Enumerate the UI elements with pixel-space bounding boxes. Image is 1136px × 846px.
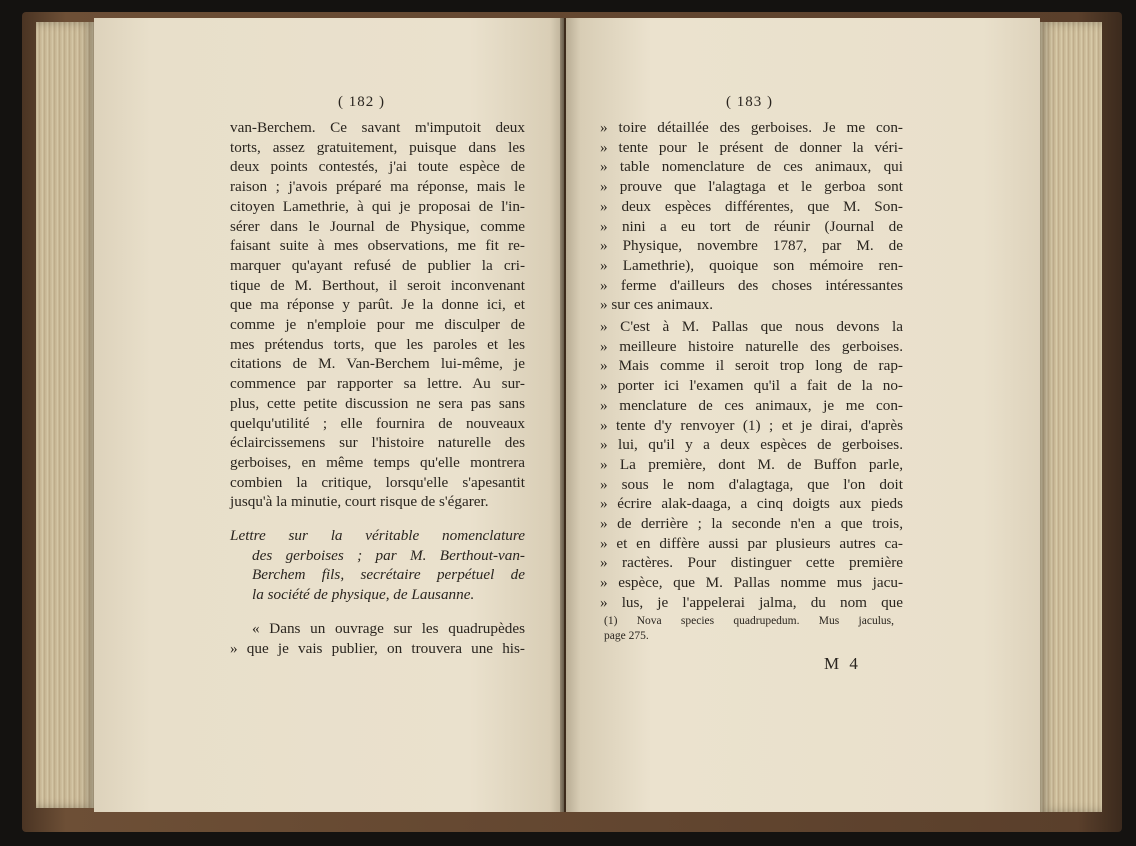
text-line: sérer dans le Journal de Physique, comme [230, 217, 525, 235]
right-paragraph-1 [600, 118, 903, 315]
text-line: » Lamethrie), quoique son mémoire ren- [600, 256, 903, 274]
text-line: » deux espèces différentes, que M. Son- [600, 197, 903, 215]
text-line: » écrire alak-daaga, a cinq doigts aux pieds [600, 495, 903, 513]
signature-mark: M 4 [824, 654, 861, 673]
left-paragraph-1 [230, 118, 525, 512]
text-line: » toire détaillée des gerboises. Je me con- [600, 119, 903, 136]
text-line: » ractères. Pour distinguer cette première [600, 554, 903, 572]
text-line: » Mais comme il seroit trop long de rap- [600, 357, 903, 375]
text-line: » table nomenclature de ces animaux, qui [600, 158, 903, 176]
text-line: » sous le nom d'alagtaga, que l'on doit [600, 475, 903, 493]
text-line: » que je vais publier, on trouvera une his- [230, 639, 525, 657]
text-line: citations de M. Van-Berchem lui-même, je [230, 355, 525, 373]
text-line: éclaircissemens sur l'histoire naturelle des [230, 434, 525, 452]
text-line: marquer qu'ayant refusé de publier la cri- [230, 256, 525, 274]
text-line: torts, assez gratuitement, puisque dans les [230, 138, 525, 156]
left-page [94, 18, 564, 812]
page-number-right: ( 183 ) [726, 94, 773, 110]
text-line: » de derrière ; la seconde n'en a que trois, [600, 515, 903, 533]
text-line: » prouve que l'alagtaga et le gerboa sont [600, 178, 903, 196]
text-line: » lus, je l'appelerai jalma, du nom que [600, 593, 903, 611]
text-line: Lettre sur la véritable nomenclature [230, 527, 525, 545]
text-line: jusqu'à la minutie, court risque de s'égarer. [230, 493, 489, 511]
text-line: que ma réponse y parût. Je la donne ici, et [230, 296, 525, 314]
text-line: gerboises, en même temps qu'elle montrera [230, 453, 525, 471]
text-line: » porter ici l'examen qu'il a fait de la no- [600, 377, 903, 395]
page-edges-left [36, 22, 94, 808]
text-line: combien la critique, lorsqu'elle s'apesantit [230, 473, 525, 491]
text-line: la société de physique, de Lausanne. [252, 586, 475, 604]
text-line: » tente d'y renvoyer (1) ; et je dirai, d'après [600, 416, 903, 434]
text-line: citoyen Lamethrie, à qui je proposai de l'in- [230, 197, 525, 215]
text-line: (1) Nova species quadrupedum. Mus jaculus, [604, 615, 894, 627]
right-page [566, 18, 1040, 812]
text-line: » et en diffère aussi par plusieurs autres ca- [600, 534, 903, 552]
footnote [604, 614, 894, 644]
text-line: » espèce, que M. Pallas nomme mus jacu- [600, 574, 903, 592]
text-line: » tente pour le présent de donner la véri- [600, 138, 903, 156]
text-line: » lui, qu'il y a deux espèces de gerboises. [600, 436, 903, 454]
text-line: » nini a eu tort de réunir (Journal de [600, 217, 903, 235]
text-line: « Dans un ouvrage sur les quadrupèdes [252, 619, 525, 637]
text-line: tique de M. Berthout, il seroit inconvenant [230, 276, 525, 294]
text-line: » Physique, novembre 1787, par M. de [600, 237, 903, 255]
text-line: » sur ces animaux. [600, 296, 714, 314]
text-line: page 275. [604, 630, 649, 642]
text-line: faisant suite à mes observations, me fit re- [230, 237, 525, 255]
page-edges-right [1040, 22, 1102, 812]
right-page-text [600, 118, 903, 613]
text-line: des gerboises ; par M. Berthout-van- [252, 546, 525, 564]
page-number-left: ( 182 ) [338, 94, 385, 110]
right-paragraph-2 [600, 317, 903, 613]
text-line: plus, cette petite discussion ne sera pas sans [230, 394, 525, 412]
text-line: commence par rapporter sa lettre. Au sur- [230, 375, 525, 393]
text-line: van-Berchem. Ce savant m'imputoit deux [230, 119, 525, 136]
text-line: » La première, dont M. de Buffon parle, [600, 455, 903, 473]
text-line: » C'est à M. Pallas que nous devons la [600, 318, 903, 336]
letter-opening [230, 619, 525, 658]
text-line: » menclature de ces animaux, je me con- [600, 396, 903, 414]
text-line: » ferme d'ailleurs des choses intéressantes [600, 276, 903, 294]
text-line: mes prétendus torts, que les paroles et les [230, 335, 525, 353]
text-line: quelqu'utilité ; elle fournira de nouveaux [230, 414, 525, 432]
text-line: Berchem fils, secrétaire perpétuel de [252, 566, 525, 584]
text-line: raison ; j'avois préparé ma réponse, mais le [230, 178, 525, 196]
left-page-text [230, 118, 525, 658]
letter-heading [230, 526, 525, 605]
text-line: » meilleure histoire naturelle des gerboises. [600, 337, 903, 355]
text-line: comme je n'emploie pour me disculper de [230, 316, 525, 334]
text-line: deux points contestés, j'ai toute espèce de [230, 158, 525, 176]
